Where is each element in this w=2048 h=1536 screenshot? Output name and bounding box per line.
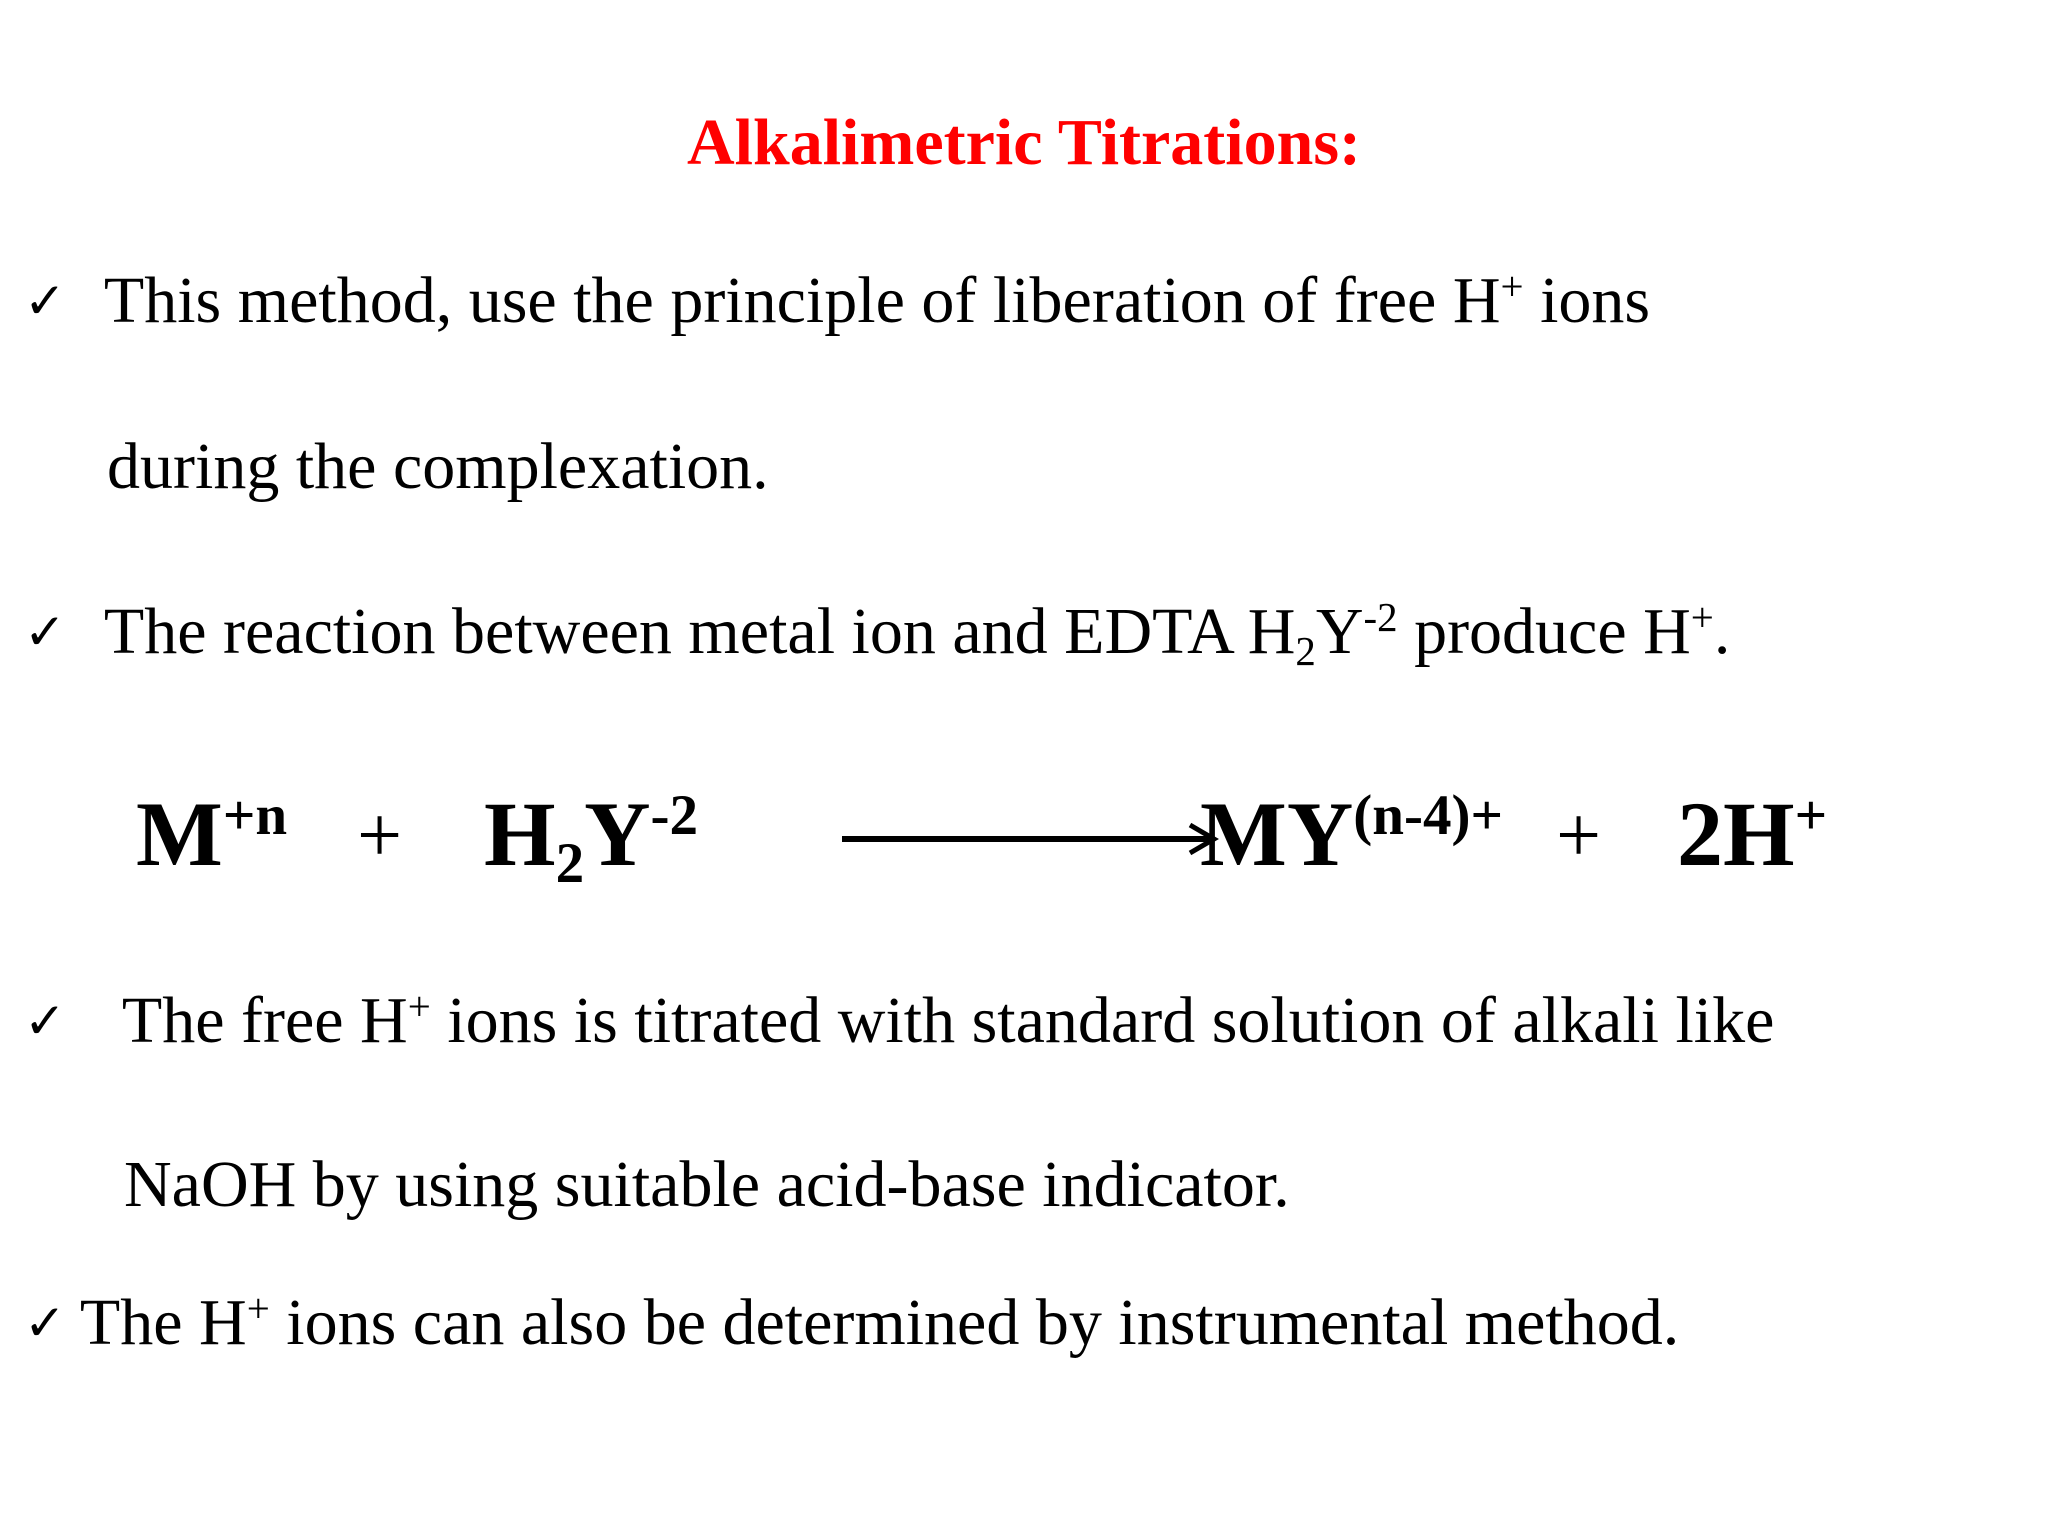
bullet-1-line-2: during the complexation. <box>107 430 769 503</box>
checkmark-icon: ✓ <box>24 992 66 1050</box>
checkmark-icon: ✓ <box>24 272 66 330</box>
equation-reactant-metal: $M^{+n}$ <box>136 783 288 885</box>
equation-plus-2: + <box>1556 792 1602 880</box>
bullet-3-line-2: NaOH by using suitable acid-base indicator. <box>124 1148 1290 1221</box>
equation-reactant-edta: $H_2Y^{-2}$ <box>484 783 699 896</box>
checkmark-icon: ✓ <box>24 603 66 661</box>
checkmark-icon: ✓ <box>24 1294 66 1352</box>
equation-plus-1: + <box>357 792 403 880</box>
equation-product-protons: 2H+ <box>1677 783 1828 885</box>
slide-title: Alkalimetric Titrations: <box>687 106 1361 179</box>
reaction-arrow-icon <box>842 819 1242 859</box>
equation-product-complex: $MY^{(n-4)+}$ <box>1200 783 1503 885</box>
bullet-4: ✓ The H+ ions can also be determined by instrumental method. <box>24 1285 1680 1359</box>
bullet-3-line-1: ✓ The free H+ ions is titrated with standard solution of alkali like <box>24 983 1775 1057</box>
bullet-2: ✓ The reaction between metal ion and EDTA $H_2Y^{-2}$ produce H+. <box>24 594 1731 675</box>
bullet-1-line-1: ✓ This method, use the principle of liberation of free H+ ions <box>24 263 1651 337</box>
